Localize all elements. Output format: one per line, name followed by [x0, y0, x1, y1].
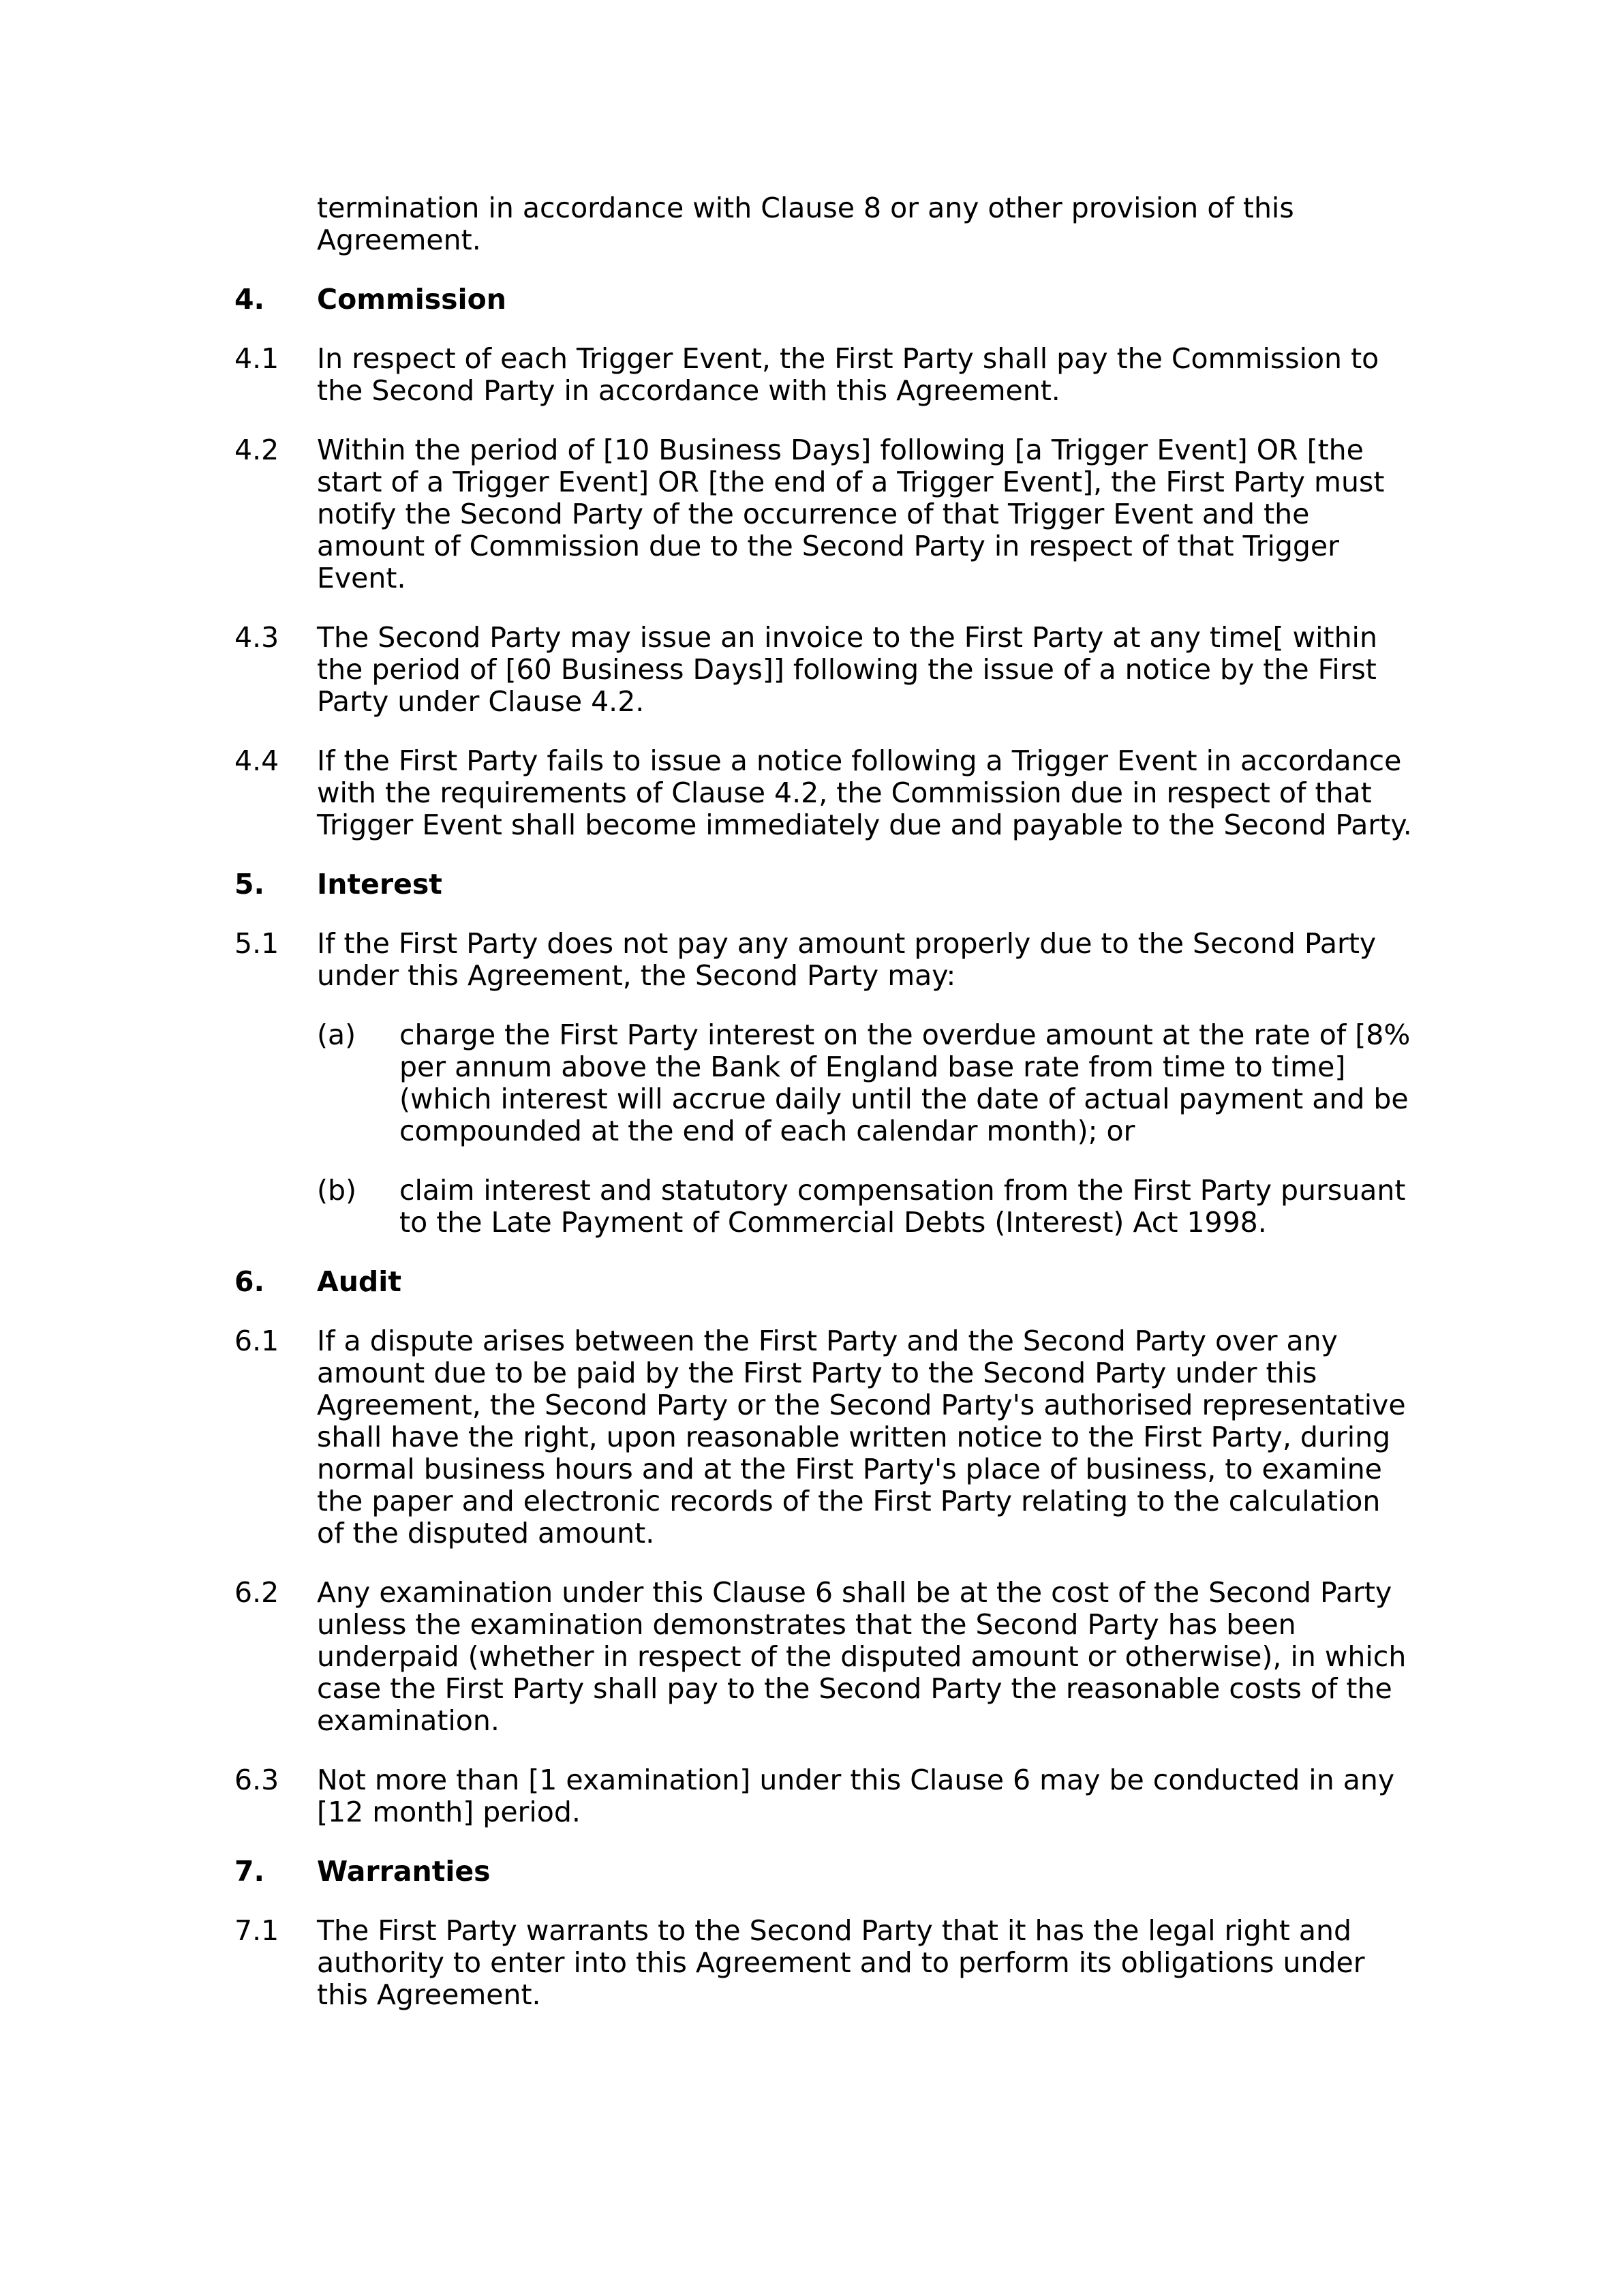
clause-text: Not more than [1 examination] under this Clause 6 may be conducted in any [12 month] period. — [317, 1764, 1395, 1828]
subclause-label: (a) — [317, 1018, 356, 1051]
subclause-label: (b) — [317, 1174, 357, 1207]
clause-text: The Second Party may issue an invoice to the First Party at any time[ within the period of [60 Business Days]] following the issue of a notice by the First Party under Clause 4.2. — [317, 621, 1377, 718]
document-body — [234, 192, 1413, 2038]
section-number: 5. — [234, 868, 265, 901]
clause-text: If the First Party does not pay any amount properly due to the Second Party under this Agreement, the Second Party may: — [317, 927, 1377, 992]
clause-text: Any examination under this Clause 6 shall be at the cost of the Second Party unless the examination demonstrates that the Second Party has been underpaid (whether in respect of the disputed amount or otherwise), in which case the First Party shall pay to the Second Party the reasonable costs of the examination. — [317, 1576, 1407, 1737]
section-heading-warranties — [234, 1856, 1413, 1888]
clause-number: 4.1 — [234, 342, 279, 375]
clause-text: Within the period of [10 Business Days] following [a Trigger Event] OR [the start of a Trigger Event] OR [the end of a Trigger Event], the First Party must notify the Second Party of the occurrence of that Trigger Event and the amount of Commission due to the Second Party in respect of that Trigger Event. — [317, 434, 1385, 594]
clause-6-3 — [234, 1764, 1413, 1828]
clause-number: 5.1 — [234, 927, 279, 960]
section-title: Commission — [317, 283, 506, 316]
clause-7-1 — [234, 1915, 1413, 2011]
section-number: 7. — [234, 1855, 265, 1888]
clause-text: If a dispute arises between the First Party and the Second Party over any amount due to be paid by the First Party to the Second Party under this Agreement, the Second Party or the Second Party's authorised representative shall have the right, upon reasonable written notice to the First Party, during normal business hours and at the First Party's place of business, to examine the paper and electronic records of the First Party relating to the calculation of the disputed amount. — [317, 1325, 1406, 1550]
section-number: 6. — [234, 1265, 265, 1298]
subclause-5-1-b — [234, 1175, 1413, 1239]
clause-number: 7.1 — [234, 1914, 279, 1947]
section-title: Audit — [317, 1265, 401, 1298]
clause-text: If the First Party fails to issue a notice following a Trigger Event in accordance with the requirements of Clause 4.2, the Commission due in respect of that Trigger Event shall become immediately due and payable to the Second Party. — [317, 744, 1412, 841]
section-number: 4. — [234, 283, 265, 316]
continuation-text: termination in accordance with Clause 8 or any other provision of this Agreement. — [317, 192, 1294, 256]
subclause-text: claim interest and statutory compensation from the First Party pursuant to the Late Payment of Commercial Debts (Interest) Act 1998. — [399, 1174, 1406, 1239]
clause-number: 6.1 — [234, 1325, 279, 1357]
clause-5-1 — [234, 928, 1413, 992]
subclause-5-1-a — [234, 1019, 1413, 1147]
clause-4-1 — [234, 343, 1413, 407]
continuation-paragraph — [234, 192, 1413, 256]
clause-number: 4.3 — [234, 621, 279, 654]
clause-text: In respect of each Trigger Event, the First Party shall pay the Commission to the Second Party in accordance with this Agreement. — [317, 342, 1379, 407]
clause-number: 4.4 — [234, 744, 279, 777]
clause-6-2 — [234, 1577, 1413, 1737]
section-heading-interest — [234, 868, 1413, 901]
clause-number: 6.3 — [234, 1764, 279, 1796]
clause-text: The First Party warrants to the Second Party that it has the legal right and authority to enter into this Agreement and to perform its obligations under this Agreement. — [317, 1914, 1365, 2011]
subclause-text: charge the First Party interest on the overdue amount at the rate of [8% per annum above the Bank of England base rate from time to time] (which interest will accrue daily until the date of actual payment and be compounded at the end of each calendar month); or — [399, 1018, 1411, 1147]
section-title: Warranties — [317, 1855, 491, 1888]
clause-4-4 — [234, 745, 1413, 841]
clause-4-3 — [234, 622, 1413, 718]
section-heading-commission — [234, 284, 1413, 316]
section-title: Interest — [317, 868, 442, 901]
section-heading-audit — [234, 1266, 1413, 1298]
clause-number: 4.2 — [234, 434, 279, 466]
clause-number: 6.2 — [234, 1576, 279, 1609]
clause-6-1 — [234, 1325, 1413, 1550]
clause-4-2 — [234, 434, 1413, 594]
